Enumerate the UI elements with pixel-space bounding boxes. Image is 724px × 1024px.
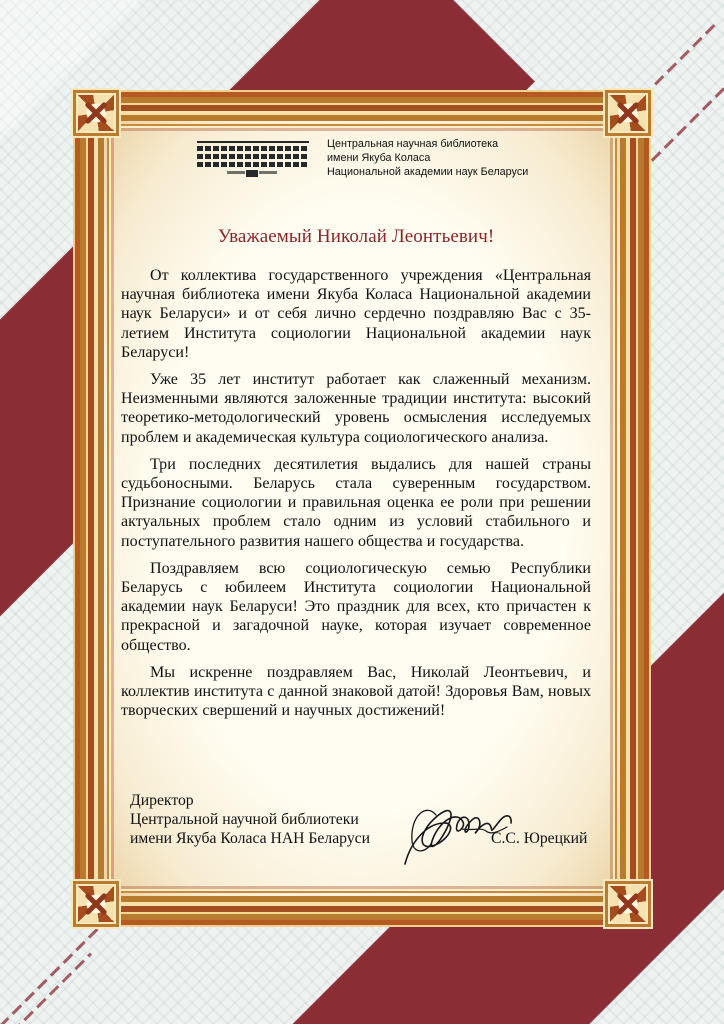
signer-position-line: Центральной научной библиотеки [130, 811, 359, 828]
library-building-logo-icon [193, 133, 314, 180]
library-header [193, 133, 553, 185]
signer-position-line: Директор [130, 792, 194, 809]
letter-paragraph: От коллектива государственного учреждения «Центральная научная библиотека имени Якуба Коласа Национальной академии наук Беларуси» и от себя лично сердечно поздравляю Вас с 35-летием Института социологии Национальной академии наук Беларуси! [121, 267, 591, 361]
ornamental-corner-icon [73, 881, 119, 927]
institution-line: имени Якуба Коласа [327, 152, 431, 164]
ornamental-corner-icon [605, 881, 651, 927]
letter-paragraph: Три последних десятилетия выдались для нашей страны судьбоносными. Беларусь стала суверенным государством. Признание социологии и правильная оценка ее роли при решении актуальных проблем стало одним из условий стабильного и поступательного развития нашего общества и государства. [121, 455, 591, 550]
letter-paragraph: Поздравляем всю социологическую семью Республики Беларусь с юбилеем Института социологии Национальной академии наук Беларуси! Это праздник для всех, кто причастен к прекрасной и загадочной науке, которая изучает современное общество. [121, 559, 591, 654]
signer-position [130, 791, 400, 848]
signatory-name: С.С. Юрецкий [491, 830, 588, 847]
signature-block [130, 791, 600, 881]
institution-line: Национальной академии наук Беларуси [327, 166, 529, 178]
letter-paragraph: Уже 35 лет институт работает как слаженный механизм. Неизменными являются заложенные традиции института: высокий теоретико-методологический уровень осмысления исследуемых проблем и академическая культура социологического анализа. [121, 371, 591, 446]
institution-name [327, 137, 528, 179]
letter-content [121, 225, 591, 728]
ornamental-corner-icon [605, 90, 651, 136]
letter-paragraph: Мы искренне поздравляем Вас, Николай Леонтьевич, и коллектив института с данной знаковой датой! Здоровья Вам, новых творческих свершений и научных достижений! [121, 663, 591, 720]
institution-line: Центральная научная библиотека [327, 138, 499, 150]
ornamental-corner-icon [73, 90, 119, 136]
signer-position-line: имени Якуба Коласа НАН Беларуси [130, 830, 371, 847]
letter-salutation: Уважаемый Николай Леонтьевич! [217, 226, 495, 247]
